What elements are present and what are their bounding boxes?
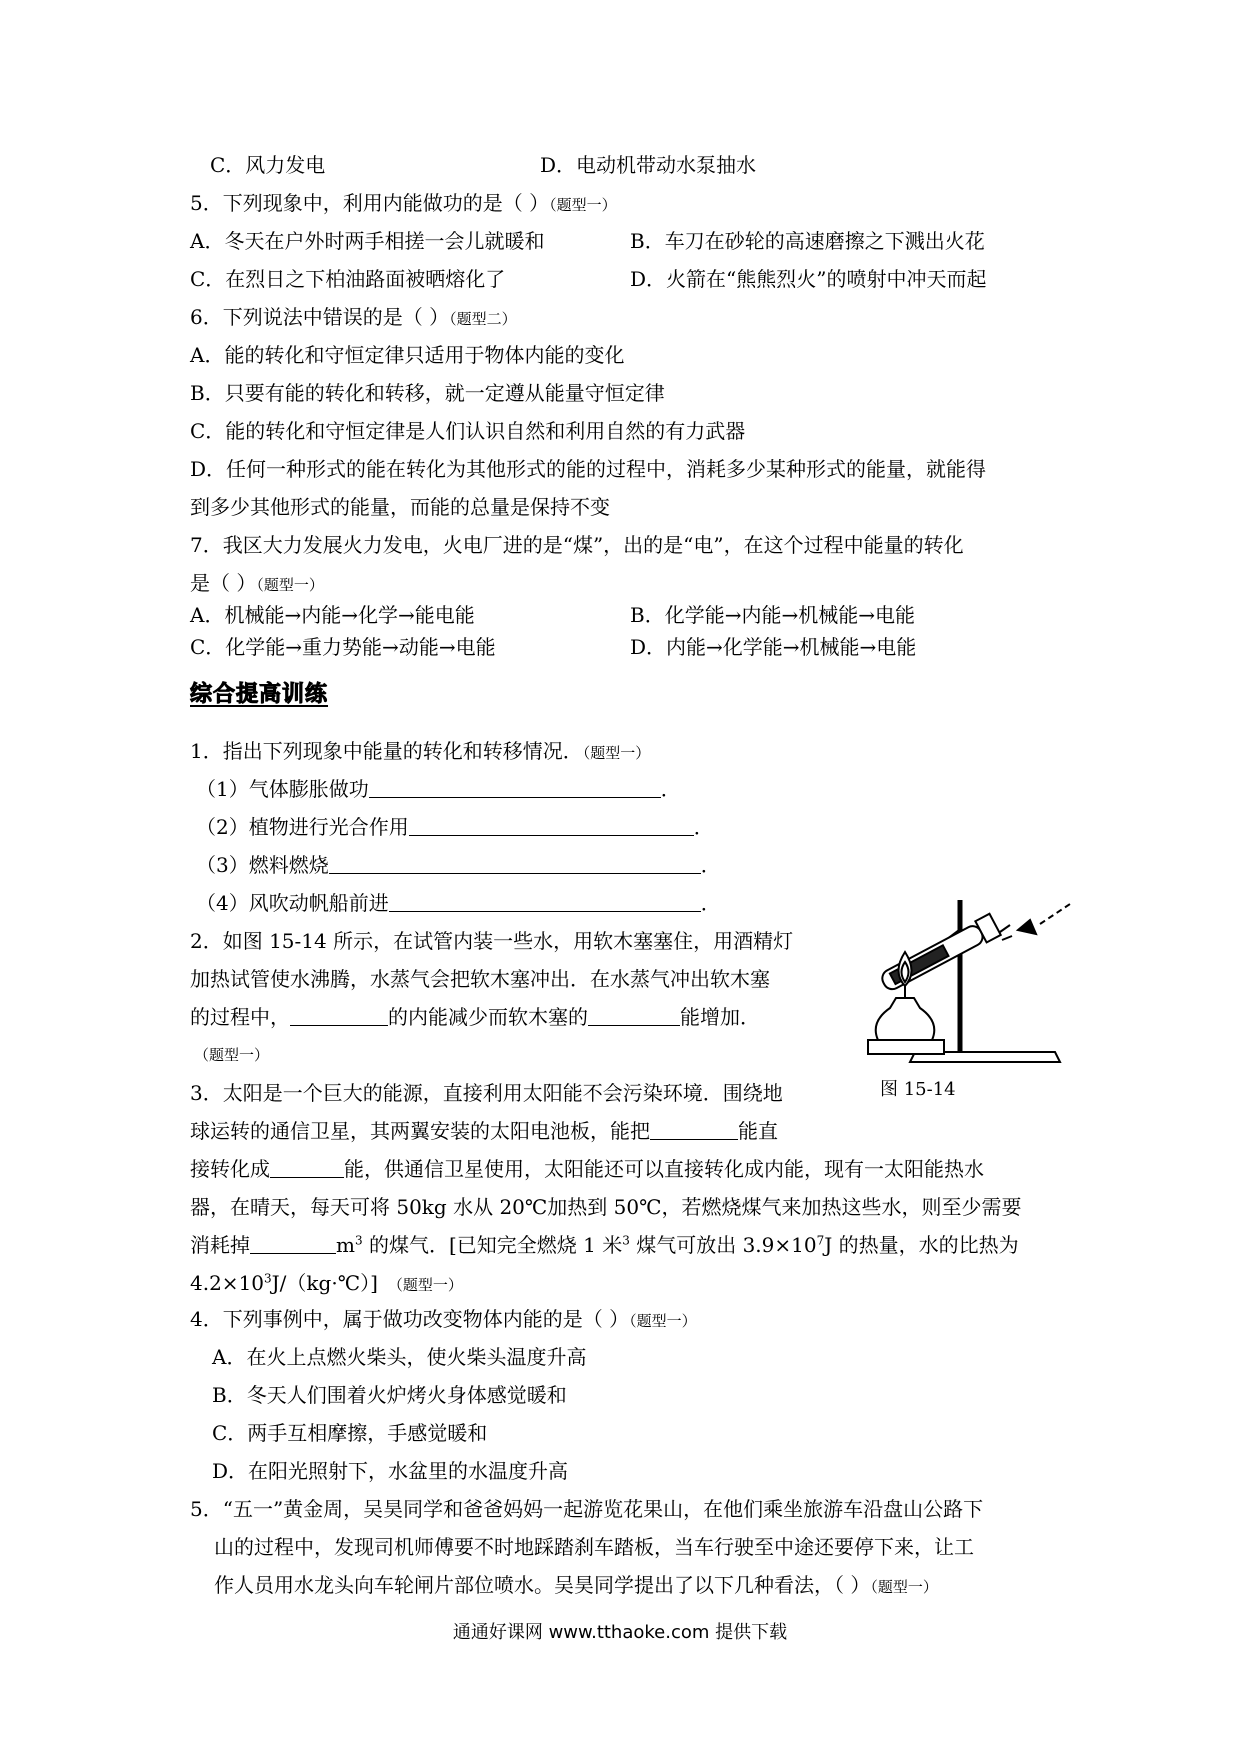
p1-item-1-label: （1）气体膨胀做功: [196, 777, 369, 801]
p3-blank-3[interactable]: [250, 1233, 336, 1254]
p3-line5-exp2: 3: [622, 1233, 630, 1248]
p3-line5-a: 消耗掉: [190, 1233, 250, 1257]
p3-line5-exp3: 7: [816, 1233, 825, 1248]
p2-blank-2[interactable]: [588, 1005, 680, 1026]
p2-line1: 2．如图 15-14 所示，在试管内装一些水，用软木塞塞住，用酒精灯: [190, 929, 794, 953]
page-footer: 通通好课网 www.tthaoke.com 提供下载: [452, 1622, 788, 1643]
p3-line3: [190, 1154, 984, 1184]
p1-item-4: [196, 888, 721, 918]
p3-line6-a: 4.2×10: [190, 1271, 265, 1295]
q5-option-b: B．车刀在砂轮的高速磨擦之下溅出火花: [630, 229, 985, 253]
p1-stem: [190, 736, 650, 766]
p4-option-a: A．在火上点燃火柴头，使火柴头温度升高: [212, 1345, 587, 1369]
p5-tag: （题型一）: [870, 1578, 938, 1596]
q5-stem-text: 5．下列现象中，利用内能做功的是（ ）: [190, 191, 550, 215]
q7-stem-line1: 7．我区大力发展火力发电，火电厂进的是“煤”，出的是“电”，在这个过程中能量的转化: [190, 533, 964, 557]
q5-option-d: D．火箭在“熊熊烈火”的喷射中冲天而起: [630, 267, 987, 291]
q7-stem-line2: [190, 568, 324, 598]
p2-line3-b: 的内能减少而软木塞的: [388, 1005, 588, 1029]
q6-option-d-line1: D．任何一种形式的能在转化为其他形式的能的过程中，消耗多少某种形式的能量，就能得: [190, 457, 987, 481]
p1-stem-text: 1．指出下列现象中能量的转化和转移情况．: [190, 739, 583, 763]
q7-option-b: B．化学能→内能→机械能→电能: [630, 603, 915, 627]
q6-option-d-line2: 到多少其他形式的能量，而能的总量是保持不变: [190, 495, 610, 519]
p3-line5-d: 的煤气．[已知完全燃烧 1 米: [362, 1233, 623, 1257]
p2-blank-1[interactable]: [290, 1005, 388, 1026]
p4-stem-text: 4．下列事例中，属于做功改变物体内能的是（ ）: [190, 1307, 630, 1331]
p3-line2: [190, 1116, 778, 1146]
p1-item-2-end: ．: [693, 815, 714, 839]
p1-item-2: [196, 812, 714, 842]
p5-line3: [214, 1570, 938, 1600]
p3-line3-b: 能，供通信卫星使用，太阳能还可以直接转化成内能，现有一太阳能热水: [344, 1157, 984, 1181]
q5-option-c: C．在烈日之下柏油路面被晒熔化了: [190, 267, 506, 291]
p3-tag: （题型一）: [387, 1276, 463, 1294]
q7-stem2-text: 是（ ）: [190, 571, 257, 595]
p2-line3: [190, 1002, 760, 1032]
p4-option-c: C．两手互相摩擦，手感觉暖和: [212, 1421, 488, 1445]
p1-item-4-end: ．: [700, 891, 721, 915]
q7-option-c: C．化学能→重力势能→动能→电能: [190, 635, 496, 659]
q7-tag: （题型一）: [256, 576, 324, 594]
q5-tag: （题型一）: [549, 196, 617, 214]
q6-option-a: A．能的转化和守恒定律只适用于物体内能的变化: [190, 343, 625, 367]
test-tube-apparatus-figure: [850, 890, 1075, 1070]
q7-option-a: A．机械能→内能→化学→能电能: [190, 603, 475, 627]
p1-item-2-label: （2）植物进行光合作用: [196, 815, 409, 839]
p1-item-2-blank[interactable]: [409, 815, 694, 836]
q5-stem: [190, 188, 617, 218]
p3-blank-1[interactable]: [650, 1119, 738, 1140]
p3-line2-b: 能直: [738, 1119, 778, 1143]
p2-tag: （题型一）: [194, 1046, 270, 1064]
p5-line2: 山的过程中，发现司机师傅要不时地踩踏刹车踏板，当车行驶至中途还要停下来，让工: [214, 1535, 974, 1559]
p3-line5-unit: m: [336, 1233, 355, 1257]
p1-item-3-blank[interactable]: [329, 853, 701, 874]
p4-option-b: B．冬天人们围着火炉烤火身体感觉暖和: [212, 1383, 567, 1407]
q6-stem: [190, 302, 517, 332]
p3-line5-h: J 的热量，水的比热为: [824, 1233, 1019, 1257]
p2-line3-c: 能增加．: [680, 1005, 760, 1029]
q4-option-d: D．电动机带动水泵抽水: [540, 153, 757, 177]
p2-line3-a: 的过程中，: [190, 1005, 290, 1029]
p5-line1: 5．“五一”黄金周，吴昊同学和爸爸妈妈一起游览花果山，在他们乘坐旅游车沿盘山公路下: [190, 1497, 984, 1521]
p1-item-3: [196, 850, 721, 880]
p1-item-4-blank[interactable]: [389, 891, 701, 912]
p4-option-d: D．在阳光照射下，水盆里的水温度升高: [212, 1459, 569, 1483]
p3-line1: 3．太阳是一个巨大的能源，直接利用太阳能不会污染环境．围绕地: [190, 1081, 783, 1105]
p1-item-1-blank[interactable]: [369, 777, 661, 798]
q4-option-c: C．风力发电: [210, 153, 326, 177]
p4-tag: （题型一）: [629, 1312, 697, 1330]
p1-item-1-end: ．: [660, 777, 681, 801]
p5-line3-text: 作人员用水龙头向车轮闸片部位喷水。吴昊同学提出了以下几种看法，（ ）: [214, 1573, 871, 1597]
p1-item-3-end: ．: [700, 853, 721, 877]
q6-option-c: C．能的转化和守恒定律是人们认识自然和利用自然的有力武器: [190, 419, 746, 443]
p1-item-1: [196, 774, 681, 804]
p3-line5-f: 煤气可放出 3.9×10: [629, 1233, 817, 1257]
p1-item-4-label: （4）风吹动帆船前进: [196, 891, 389, 915]
p2-line2: 加热试管使水沸腾，水蒸气会把软木塞冲出．在水蒸气冲出软木塞: [190, 967, 770, 991]
p3-line6: [190, 1268, 463, 1298]
p3-line5: [190, 1230, 1019, 1260]
p3-line5-exp1: 3: [354, 1233, 363, 1248]
p3-line3-a: 接转化成: [190, 1157, 270, 1181]
q7-option-d: D．内能→化学能→机械能→电能: [630, 635, 917, 659]
figure-caption: 图 15-14: [880, 1079, 956, 1100]
section-title: 综合提高训练: [190, 682, 329, 707]
p4-stem: [190, 1304, 697, 1334]
p1-item-3-label: （3）燃料燃烧: [196, 853, 329, 877]
p1-tag: （题型一）: [582, 744, 651, 762]
q5-option-a: A．冬天在户外时两手相搓一会儿就暖和: [190, 229, 545, 253]
q6-stem-text: 6．下列说法中错误的是（ ）: [190, 305, 450, 329]
p3-line2-a: 球运转的通信卫星，其两翼安装的太阳电池板，能把: [190, 1119, 650, 1143]
p3-line4: 器，在晴天，每天可将 50kg 水从 20℃加热到 50℃，若燃烧煤气来加热这些水，则至少需要: [190, 1195, 1022, 1219]
p3-line6-exp: 3: [264, 1271, 272, 1286]
q6-tag: （题型二）: [449, 310, 517, 328]
q6-option-b: B．只要有能的转化和转移，就一定遵从能量守恒定律: [190, 381, 665, 405]
p3-blank-2[interactable]: [270, 1157, 344, 1178]
p3-line6-c: J/（kg·℃）]: [271, 1271, 378, 1295]
